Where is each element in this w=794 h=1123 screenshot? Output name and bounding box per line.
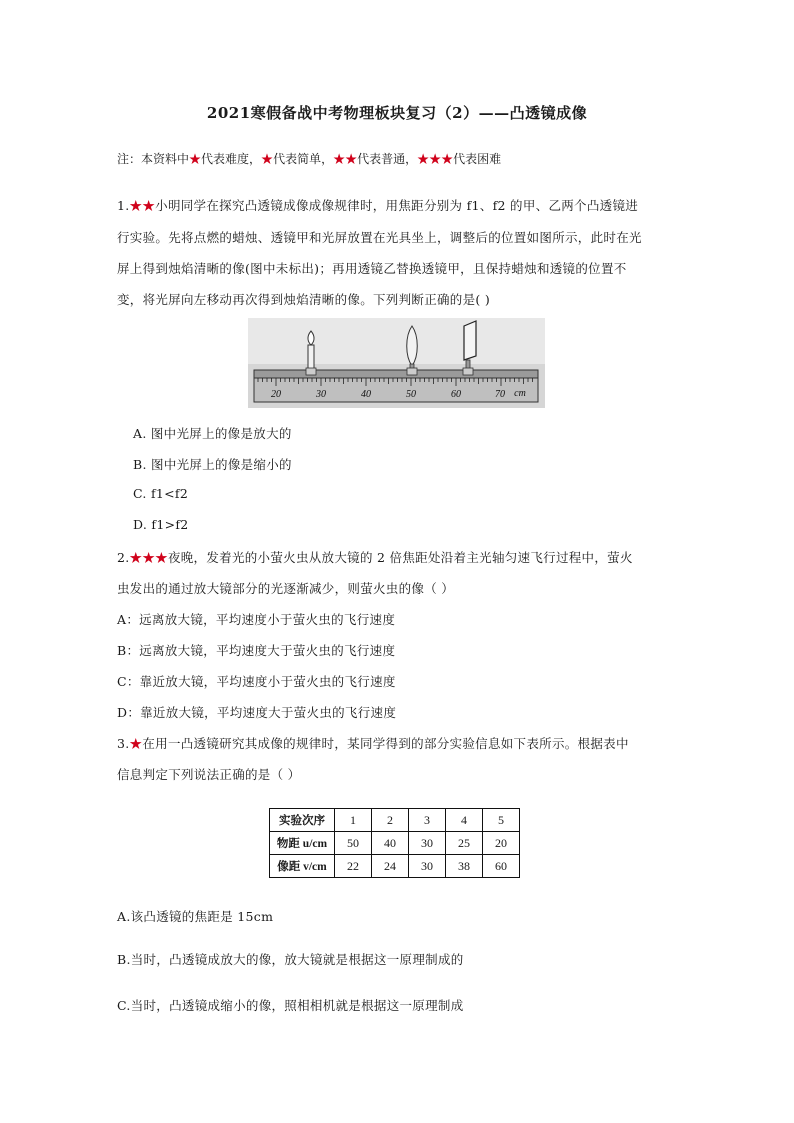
table-cell: 24 bbox=[372, 855, 409, 878]
table-cell: 20 bbox=[483, 832, 520, 855]
q3-option-a: A.该凸透镜的焦距是 15cm bbox=[117, 909, 274, 924]
table-row bbox=[270, 855, 520, 878]
q2-option-d: D：靠近放大镜，平均速度大于萤火虫的飞行速度 bbox=[117, 705, 397, 720]
experiment-table bbox=[269, 808, 520, 878]
q2-number: 2. bbox=[117, 550, 130, 565]
q1-option-b: B. 图中光屏上的像是缩小的 bbox=[133, 457, 292, 472]
q3-line: 信息判定下列说法正确的是（ ） bbox=[117, 767, 301, 782]
ruler-label: 40 bbox=[361, 389, 371, 400]
table-cell: 1 bbox=[335, 809, 372, 832]
table-cell: 像距 v/cm bbox=[270, 855, 335, 878]
q2-line: 虫发出的通过放大镜部分的光逐渐减少，则萤火虫的像（ ） bbox=[117, 581, 455, 596]
q3-option-c: C.当时，凸透镜成缩小的像，照相相机就是根据这一原理制成 bbox=[117, 998, 464, 1013]
ruler-label: 50 bbox=[406, 389, 416, 400]
table-cell: 物距 u/cm bbox=[270, 832, 335, 855]
note-normal: 代表普通， bbox=[357, 152, 418, 166]
star-icon: ★ bbox=[189, 152, 202, 166]
q3-number: 3. bbox=[117, 736, 130, 751]
q2-option-c: C：靠近放大镜，平均速度小于萤火虫的飞行速度 bbox=[117, 674, 396, 689]
q1-line bbox=[117, 196, 638, 214]
note-text: 代表难度， bbox=[201, 152, 262, 166]
table-cell: 40 bbox=[372, 832, 409, 855]
ruler-unit: cm bbox=[514, 388, 526, 399]
q2-line bbox=[117, 548, 633, 566]
star-icon: ★★★ bbox=[129, 550, 168, 565]
table-cell: 3 bbox=[409, 809, 446, 832]
star-icon: ★ bbox=[129, 736, 143, 751]
note-hard: 代表困难 bbox=[453, 152, 502, 166]
q1-option-c: C. f1<f2 bbox=[133, 486, 189, 501]
ruler-label: 60 bbox=[451, 389, 461, 400]
q1-text: 小明同学在探究凸透镜成像成像规律时，用焦距分别为 f1、f2 的甲、乙两个凸透镜进 bbox=[155, 198, 639, 213]
q2-option-a: A：远离放大镜，平均速度小于萤火虫的飞行速度 bbox=[117, 612, 396, 627]
table-cell: 实验次序 bbox=[270, 809, 335, 832]
candle bbox=[306, 331, 316, 375]
table-cell: 60 bbox=[483, 855, 520, 878]
q2-text: 夜晚，发着光的小萤火虫从放大镜的 2 倍焦距处沿着主光轴匀速飞行过程中，萤火 bbox=[167, 550, 633, 565]
table-cell: 38 bbox=[446, 855, 483, 878]
q1-number: 1. bbox=[117, 198, 130, 213]
star-icon: ★★ bbox=[129, 198, 156, 213]
q3-line bbox=[117, 734, 629, 752]
table-row bbox=[270, 809, 520, 832]
difficulty-note bbox=[117, 150, 501, 167]
q3-option-b: B.当时，凸透镜成放大的像，放大镜就是根据这一原理制成的 bbox=[117, 952, 464, 967]
q1-option-d: D. f1>f2 bbox=[133, 517, 189, 532]
optical-bench-figure bbox=[248, 318, 545, 408]
q1-line: 行实验。先将点燃的蜡烛、透镜甲和光屏放置在光具坐上，调整后的位置如图所示，此时在光 bbox=[117, 230, 642, 245]
ruler-label: 30 bbox=[316, 389, 326, 400]
bench-rail bbox=[254, 370, 538, 378]
table-row bbox=[270, 832, 520, 855]
q2-option-b: B：远离放大镜，平均速度大于萤火虫的飞行速度 bbox=[117, 643, 396, 658]
table-cell: 30 bbox=[409, 855, 446, 878]
q1-option-a: A. 图中光屏上的像是放大的 bbox=[133, 426, 292, 441]
q1-line: 屏上得到烛焰清晰的像(图中未标出)；再用透镜乙替换透镜甲，且保持蜡烛和透镜的位置不 bbox=[117, 261, 627, 276]
star-icon: ★★★ bbox=[417, 152, 454, 166]
convex-lens bbox=[407, 326, 418, 375]
star-icon: ★★ bbox=[333, 152, 358, 166]
table-cell: 2 bbox=[372, 809, 409, 832]
note-easy: 代表简单， bbox=[273, 152, 334, 166]
table-cell: 50 bbox=[335, 832, 372, 855]
ruler-label: 70 bbox=[495, 389, 505, 400]
table-cell: 22 bbox=[335, 855, 372, 878]
ruler-label: 20 bbox=[271, 389, 281, 400]
table-cell: 25 bbox=[446, 832, 483, 855]
note-prefix: 注：本资料中 bbox=[117, 152, 190, 166]
q1-line: 变，将光屏向左移动再次得到烛焰清晰的像。下列判断正确的是( ) bbox=[117, 292, 491, 307]
star-icon: ★ bbox=[261, 152, 274, 166]
table-cell: 4 bbox=[446, 809, 483, 832]
table-cell: 5 bbox=[483, 809, 520, 832]
page-title: 2021寒假备战中考物理板块复习（2）——凸透镜成像 bbox=[206, 104, 588, 122]
table-cell: 30 bbox=[409, 832, 446, 855]
q3-text: 在用一凸透镜研究其成像的规律时，某同学得到的部分实验信息如下表所示。根据表中 bbox=[142, 736, 629, 751]
